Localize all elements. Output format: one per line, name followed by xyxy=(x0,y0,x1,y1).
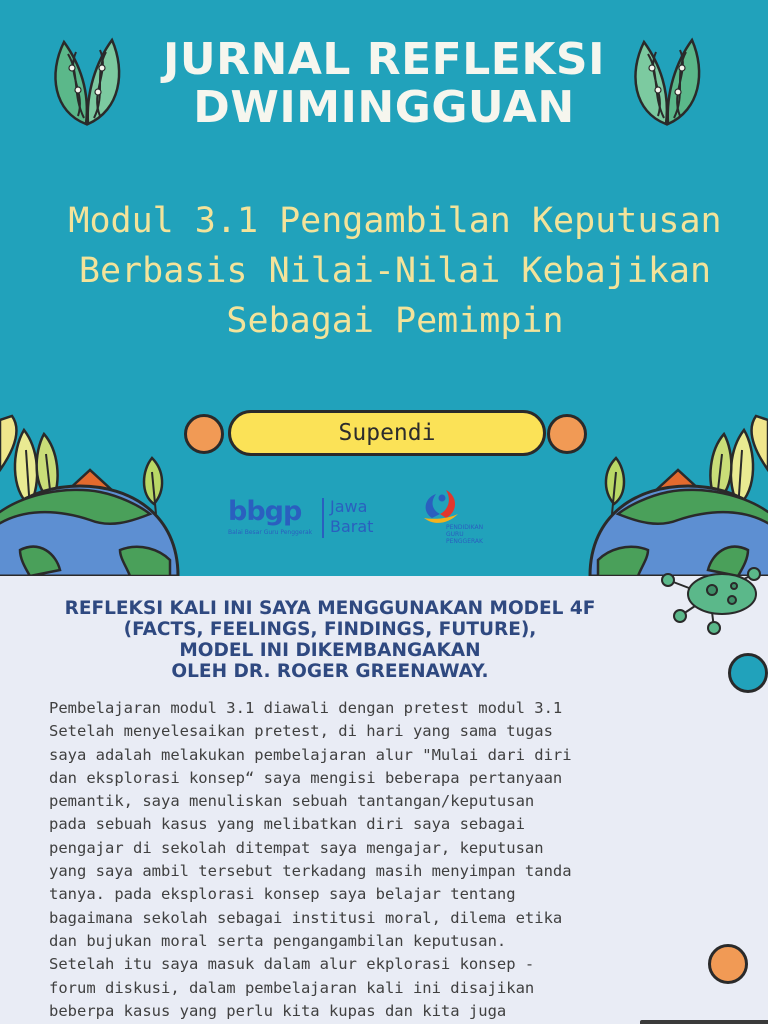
body-line: dan eksplorasi konsep“ saya mengisi beberapa pertanyaan xyxy=(49,768,563,787)
pgp-line: GURU xyxy=(446,531,464,538)
guru-penggerak-logo xyxy=(418,488,502,548)
heading-line: MODEL INI DIKEMBANGAKAN xyxy=(179,640,481,661)
heading-line: REFLEKSI KALI INI SAYA MENGGUNAKAN MODEL 4F xyxy=(64,598,596,619)
body-line: saya adalah melakukan pembelajaran alur "Mulai dari diri xyxy=(49,745,572,764)
virus-icon xyxy=(650,566,768,636)
subtitle-line: Berbasis Nilai-Nilai Kebajikan xyxy=(78,251,712,291)
reflection-heading xyxy=(20,598,640,682)
subtitle-line: Sebagai Pemimpin xyxy=(226,301,564,341)
globe-scene-left xyxy=(0,410,180,576)
globe-scene-right xyxy=(588,410,768,576)
body-line: pemantik, saya menuliskan sebuah tantangan/keputusan xyxy=(49,792,535,811)
guru-penggerak-emblem-icon xyxy=(418,488,466,528)
logo-divider xyxy=(322,498,324,538)
teal-circle-icon xyxy=(728,653,768,693)
orange-dot-icon xyxy=(184,414,224,454)
page-title xyxy=(130,36,638,132)
body-line: tanya. pada eksplorasi konsep saya belajar tentang xyxy=(49,885,516,904)
body-line: pengajar di sekolah ditempat saya mengajar, keputusan xyxy=(49,838,544,857)
orange-circle-icon xyxy=(708,944,748,984)
bbgp-subtext: Balai Besar Guru Penggerak xyxy=(228,529,313,536)
body-line: forum diskusi, dalam pembelajaran kali ini disajikan xyxy=(49,978,535,997)
subtitle-line: Modul 3.1 Pengambilan Keputusan xyxy=(68,201,722,241)
region-line: Barat xyxy=(330,517,374,536)
pgp-line: PENDIDIKAN xyxy=(446,524,484,531)
author-badge xyxy=(228,410,546,456)
leaf-dna-icon xyxy=(626,34,708,130)
heading-line: OLEH DR. ROGER GREENAWAY. xyxy=(171,661,489,682)
module-subtitle xyxy=(40,196,750,346)
region-line: Jawa xyxy=(330,497,368,516)
bbgp-wordmark: bbgp xyxy=(228,496,302,527)
leaf-dna-icon xyxy=(46,34,128,130)
bbgp-logo xyxy=(226,496,386,544)
orange-dot-icon xyxy=(547,414,587,454)
body-line: yang saya ambil tersebut terkadang masih menyimpan tanda xyxy=(49,862,572,881)
author-name: Supendi xyxy=(338,420,436,446)
reflection-body xyxy=(49,697,629,1023)
title-line: DWIMINGGUAN xyxy=(193,82,575,133)
body-line: Setelah menyelesaikan pretest, di hari yang sama tugas xyxy=(49,722,553,741)
title-line: JURNAL REFLEKSI xyxy=(163,34,605,85)
heading-line: (FACTS, FEELINGS, FINDINGS, FUTURE), xyxy=(123,619,537,640)
body-line: beberpa kasus yang perlu kita kupas dan kita juga xyxy=(49,1001,507,1020)
body-line: pada sebuah kasus yang melibatkan diri saya sebagai xyxy=(49,815,525,834)
body-line: Pembelajaran modul 3.1 diawali dengan pretest modul 3.1 xyxy=(49,699,563,717)
guru-penggerak-text xyxy=(446,524,483,545)
bbgp-region xyxy=(330,497,373,537)
body-line: Setelah itu saya masuk dalam alur ekplorasi konsep - xyxy=(49,955,535,974)
body-line: dan bujukan moral serta pengangambilan keputusan. xyxy=(49,931,507,950)
pgp-line: PENGGERAK xyxy=(446,538,483,545)
body-line: bagaimana sekolah sebagai institusi moral, dilema etika xyxy=(49,908,563,927)
corner-bar xyxy=(640,1020,768,1024)
